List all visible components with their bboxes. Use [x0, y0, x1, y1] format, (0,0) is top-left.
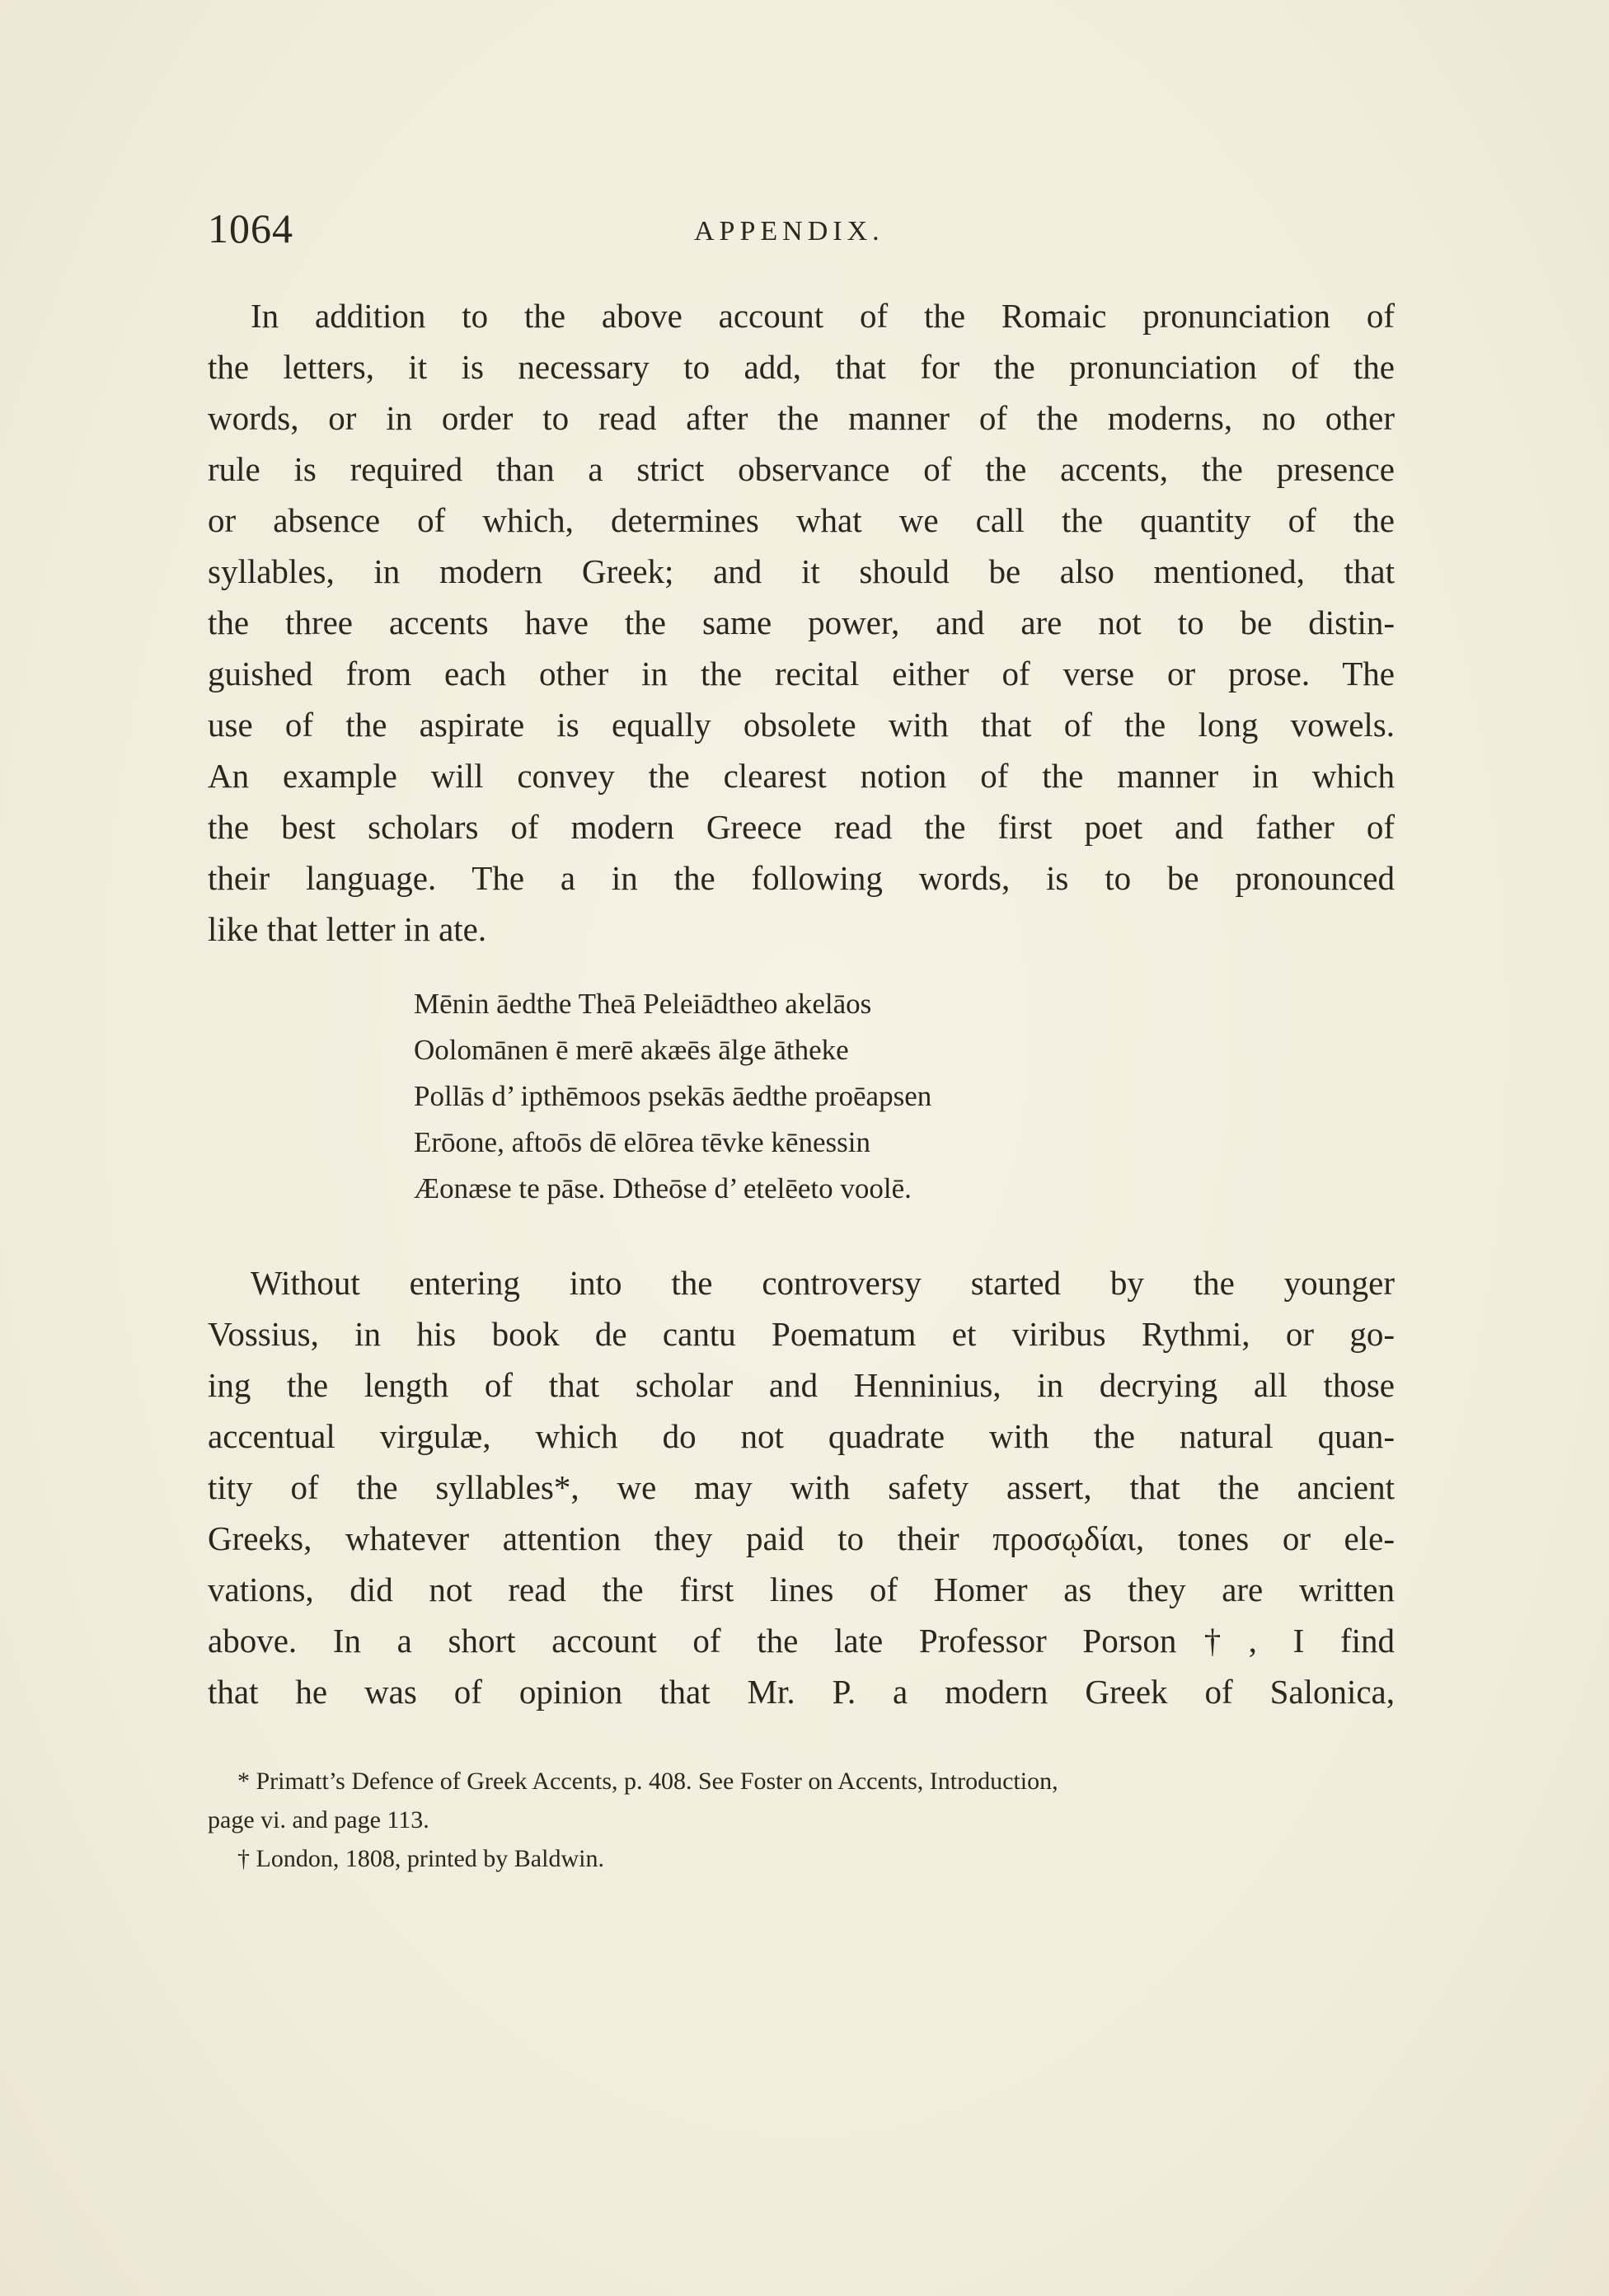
paragraph-line: words, or in order to read after the manner of the moderns, no other [208, 399, 1395, 437]
paragraph-line: above. In a short account of the late Professor Porson†, I find [208, 1622, 1395, 1660]
paragraph-line: the best scholars of modern Greece read the first poet and father of [208, 808, 1395, 846]
paragraph-line: tity of the syllables*, we may with safety assert, that the ancient [208, 1468, 1395, 1506]
footnote-line: page vi. and page 113. [208, 1806, 429, 1834]
paragraph-line: the three accents have the same power, and are not to be distin- [208, 603, 1395, 641]
paragraph-line: use of the aspirate is equally obsolete with that of the long vowels. [208, 706, 1395, 744]
paragraph-line: Without entering into the controversy started by the younger [251, 1264, 1395, 1302]
verse-block [414, 981, 1156, 1212]
paragraph-1 [208, 290, 1395, 955]
paragraph-line: the letters, it is necessary to add, that for the pronunciation of the [208, 348, 1395, 386]
paragraph-line: or absence of which, determines what we call the quantity of the [208, 501, 1395, 539]
paragraph-line: rule is required than a strict observance of the accents, the presence [208, 450, 1395, 488]
paragraph-line: guished from each other in the recital either of verse or prose. The [208, 655, 1395, 693]
running-head: APPENDIX. [694, 216, 884, 247]
paragraph-line: ing the length of that scholar and Henninius, in decrying all those [208, 1366, 1395, 1404]
verse-line: Mēnin āedthe Theā Peleiādtheo akelāos [414, 988, 872, 1020]
paragraph-line: In addition to the above account of the Romaic pronunciation of [251, 297, 1395, 335]
footnote-line: * Primatt’s Defence of Greek Accents, p. 408. See Foster on Accents, Introduction, [237, 1768, 1058, 1795]
paragraph-line: Greeks, whatever attention they paid to their προσῳδίαι, tones or ele- [208, 1519, 1395, 1557]
paragraph-line: An example will convey the clearest notion of the manner in which [208, 757, 1395, 795]
paragraph-line: their language. The a in the following words, is to be pronounced [208, 859, 1395, 897]
page-header [208, 204, 1395, 262]
verse-line: Erōone, aftoōs dē elōrea tēvke kēnessin [414, 1126, 870, 1158]
verse-line: Æonæse te pāse. Dtheōse d’ etelēeto voolē. [414, 1172, 912, 1204]
page-number: 1064 [208, 205, 293, 251]
paragraph-line: that he was of opinion that Mr. P. a modern Greek of Salonica, [208, 1673, 1395, 1711]
footnotes [208, 1762, 1395, 1878]
paragraph-line: like that letter in ate. [208, 910, 487, 948]
verse-line: Pollās d’ ipthēmoos psekās āedthe proēapsen [414, 1080, 932, 1112]
paragraph-2 [208, 1257, 1395, 1717]
footnote-line: † London, 1808, printed by Baldwin. [237, 1845, 604, 1872]
verse-line: Oolomānen ē merē akæēs ālge ātheke [414, 1034, 849, 1066]
paragraph-line: Vossius, in his book de cantu Poematum et viribus Rythmi, or go- [208, 1315, 1395, 1353]
paragraph-line: syllables, in modern Greek; and it should be also mentioned, that [208, 552, 1395, 590]
paragraph-line: accentual virgulæ, which do not quadrate with the natural quan- [208, 1417, 1395, 1455]
paragraph-line: vations, did not read the first lines of Homer as they are written [208, 1571, 1395, 1608]
